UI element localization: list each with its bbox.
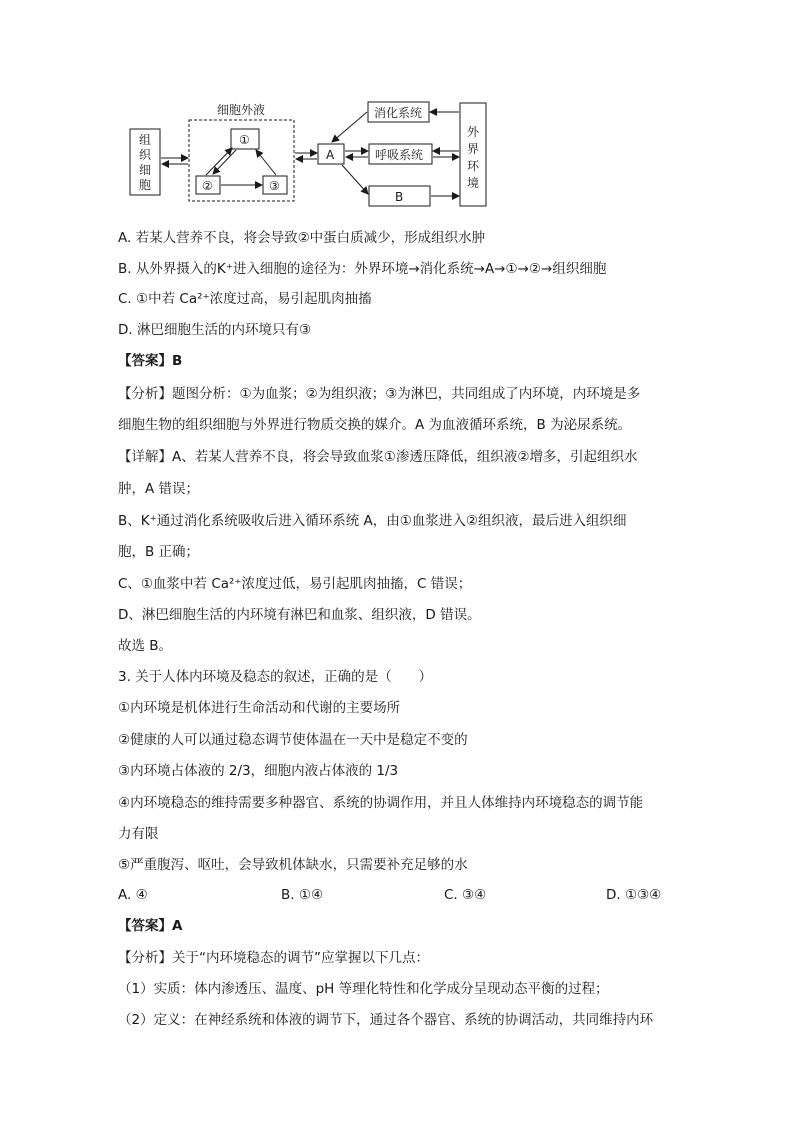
outside-char: 外: [467, 125, 480, 139]
extracellular-fluid-label: 细胞外液: [217, 103, 266, 117]
q3-option-c: C. ③④: [444, 887, 487, 903]
q2-analysis-line: 【分析】题图分析：①为血浆；②为组织液；③为淋巴，共同组成了内环境，内环境是多: [118, 386, 641, 402]
q3-statement-4: ④内环境稳态的维持需要多种器官、系统的协调作用，并且人体维持内环境稳态的调节能: [118, 795, 644, 811]
q3-statement-2: ②健康的人可以通过稳态调节使体温在一天中是稳定不变的: [118, 732, 468, 748]
node-plasma-label: ①: [239, 133, 250, 147]
q2-detail-line: 【详解】A、若某人营养不良，将会导致血浆①渗透压降低，组织液②增多，引起组织水: [118, 449, 638, 465]
respiratory-system-label: 呼吸系统: [375, 148, 424, 162]
q2-option-a: A. 若某人营养不良，将会导致②中蛋白质减少，形成组织水肿: [118, 230, 486, 246]
node-a-label: A: [326, 148, 335, 162]
node-lymph-label: ③: [269, 179, 280, 193]
q3-answer: 【答案】A: [118, 918, 183, 934]
outside-char: 境: [467, 176, 480, 190]
q3-analysis-line: （2）定义：在神经系统和体液的调节下，通过各个器官、系统的协调活动，共同维持内环: [118, 1012, 654, 1028]
q2-detail-line: 胞，B 正确；: [118, 544, 200, 560]
arrow-1-to-2: [213, 150, 236, 174]
node-b-label: B: [395, 190, 404, 204]
arrow-a-to-b: [342, 165, 368, 194]
arrow-digestive-to-a: [332, 112, 367, 142]
q3-option-a: A. ④: [118, 887, 148, 903]
q2-conclusion: 故选 B。: [118, 638, 173, 654]
tissue-cell-char: 胞: [139, 178, 152, 192]
q3-stem: 3. 关于人体内环境及稳态的叙述，正确的是（ ）: [118, 669, 433, 685]
tissue-cell-char: 细: [139, 163, 152, 177]
outside-char: 环: [467, 159, 480, 173]
q3-statement-5: ⑤严重腹泻、呕吐，会导致机体缺水，只需要补充足够的水: [118, 857, 468, 873]
q3-option-b: B. ①④: [281, 887, 324, 903]
outside-char: 界: [467, 142, 480, 156]
q3-statement-4-cont: 力有限: [118, 826, 159, 842]
q2-option-b: B. 从外界摄入的K⁺进入细胞的途径为：外界环境→消化系统→A→①→②→组织细胞: [118, 261, 607, 277]
q2-detail-line: D、淋巴细胞生活的内环境有淋巴和血浆、组织液，D 错误。: [118, 607, 481, 623]
body-fluid-diagram: [118, 98, 498, 210]
q2-option-c: C. ①中若 Ca²⁺浓度过高，易引起肌肉抽搐: [118, 291, 372, 307]
q3-analysis-line: 【分析】关于“内环境稳态的调节”应掌握以下几点：: [118, 950, 429, 966]
q2-answer: 【答案】B: [118, 353, 183, 369]
tissue-cell-char: 织: [139, 148, 152, 162]
arrow-2-to-1: [206, 148, 232, 175]
q3-analysis-line: （1）实质：体内渗透压、温度、pH 等理化特性和化学成分呈现动态平衡的过程；: [118, 981, 609, 997]
q3-statement-3: ③内环境占体液的 2/3，细胞内液占体液的 1/3: [118, 763, 399, 779]
q2-detail-line: 肿，A 错误；: [118, 481, 200, 497]
q2-detail-line: C、①血浆中若 Ca²⁺浓度过低，易引起肌肉抽搐，C 错误；: [118, 576, 472, 592]
q2-detail-line: B、K⁺通过消化系统吸收后进入循环系统 A，由①血浆进入②组织液，最后进入组织细: [118, 513, 627, 529]
q3-statement-1: ①内环境是机体进行生命活动和代谢的主要场所: [118, 700, 401, 716]
node-tissue-fluid-label: ②: [202, 179, 213, 193]
tissue-cell-char: 组: [139, 133, 152, 147]
arrow-3-to-1: [256, 150, 276, 175]
q2-analysis-line: 细胞生物的组织细胞与外界进行物质交换的媒介。A 为血液循环系统，B 为泌尿系统。: [118, 417, 632, 433]
q2-option-d: D. 淋巴细胞生活的内环境只有③: [118, 322, 312, 338]
digestive-system-label: 消化系统: [374, 106, 423, 120]
q3-option-d: D. ①③④: [606, 887, 662, 903]
